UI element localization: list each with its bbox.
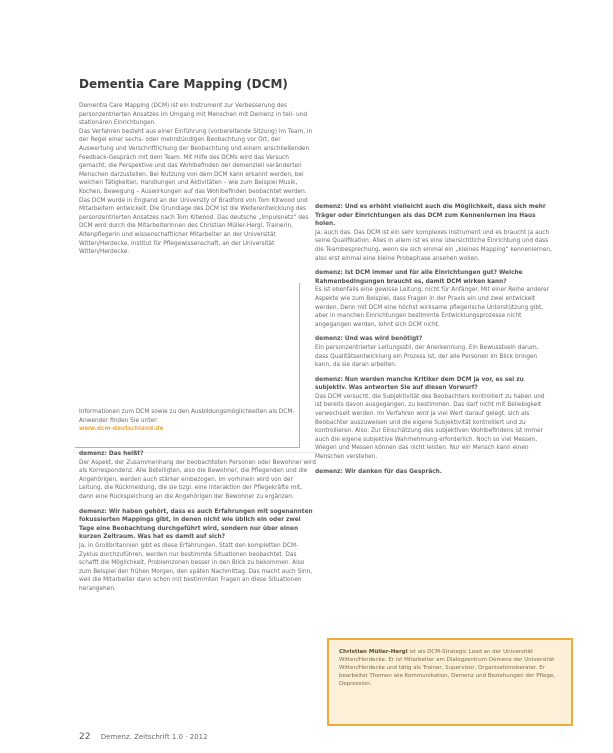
interview-question: demenz: Und was wird benötigt? bbox=[315, 336, 423, 343]
interview-answer: Ein personzentrierter Leitungsstil, der Anerkennung. Ein Bewusstsein darum, dass Qualitätsentwicklung ein Prozess ist, der alle Personen im Blick bringen kann, da sie daran arbeiten. bbox=[315, 344, 539, 369]
interview-question: demenz: Und es erhöht vielleicht auch die Möglichkeit, dass sich mehr Träger oder Einrichtungen als das DCM zum Kennenlernen ins Haus holen. bbox=[315, 204, 546, 228]
interview-answer: Es ist ebenfalls eine gewisse Leitung, nicht für Anfänger. Mit einer Reihe anderer Aspekte wie zum Beispiel, dass Fragen in der Praxis ein und zwei entwickelt werden. Denn mit DCM eine höchst wirksame pflegerische Unterstützung gibt, aber in manchen Einrichtungen bestimmte Entwicklungsprozesse nicht angegangen werden, lohnt sich DCM nicht. bbox=[315, 287, 550, 328]
interview-question: demenz: Nun werden manche Kritiker dem DCM ja vor, es sei zu subjektiv. Was antworten Sie auf diesen Vorwurf? bbox=[315, 376, 524, 392]
article-title: Dementia Care Mapping (DCM) bbox=[79, 77, 288, 91]
author-box bbox=[327, 638, 573, 726]
author-name: Christian Müller-Hergl bbox=[339, 649, 408, 655]
page-number: 22 bbox=[79, 732, 91, 742]
interview-answer: Der Aspekt, der Zusammenhang der beobachteten Personen oder Bewohner wird als Korrespondenz. Alle Beteiligten, also die Bewohner, die Pflegenden und die Angehörigen, werden auch stärker einbezogen. Im vorhinein wird von der Leitung, die Rückmeldung, die sie bzgl. eine Interaktion der Pflegekräfte mit, dann eine Rückspeichung an die Angehörigen der Bewohner zu ergänzen. bbox=[79, 459, 316, 500]
interview-closing: demenz: Wir danken für das Gespräch. bbox=[315, 468, 442, 475]
page-footer bbox=[79, 732, 208, 742]
interview-answer: Das DCM versucht, die Subjektivität des Beobachters kontrolliert zu haben und ist bereits davon ausgegangen, zu bestimmen. Das darf nicht mit Beliebigkeit verwechselt werden. Im Verfahren wird ja viel Wert darauf gelegt, sich als Beobachter auszuweisen und die eigene Subjektivität kontrolliert und zu kontrollieren. Also: Zur Einschätzung des subjektiven Wohlbefindens ist immer auch die eigene subjektive Wahrnehmung erforderlich. Noch so viel Messen, Wiegen und Messen können das nicht leisten. Nur ein Mensch kann einen Menschen verstehen. bbox=[315, 393, 545, 461]
info-box bbox=[79, 408, 297, 434]
footer-source: Demenz. Zeitschrift 1.0 · 2012 bbox=[100, 733, 208, 741]
intro-paragraph: Das DCM wurde in England an der University of Bradford von Tom Kitwood und Mitarbeitern entwickelt. Die Grundlage des DCM ist die Weiterentwicklung des personzentrierten Ansatzes nach Tom Kitwood. Das deutsche „Impulsnetz“ des DCM wird durch die Mitarbeiterinnen des Christian Müller-Hergl, Trainerin, Altenpflegerin und wissenschaftlicher Mitarbeiter an der Universität Witten/Herdecke, Institut für Pflegewissenschaft, an der Universität Witten/Herdecke. bbox=[79, 197, 309, 256]
interview-question: demenz: Ist DCM immer und für alle Einrichtungen gut? Welche Rahmenbedingungen braucht es, damit DCM wirken kann? bbox=[315, 270, 523, 285]
intro-column bbox=[79, 102, 317, 257]
intro-paragraph: Das Verfahren besteht aus einer Einführung (vorbereitende Sitzung) im Team, in der Regel einer sechs- oder mehrstündigen Beobachtung vor Ort, der Auswertung und Verschriftlichung der Beobachtung und einem anschließenden Feedback-Gespräch mit dem Team. Mit Hilfe des DCMs wird das Versuch gemacht, die Perspektive und das Wohlbefinden der demenziell veränderten Menschen darzustellen. Bei Nutzung von dem DCM kann erkannt werden, bei welchen Tätigkeiten, Handlungen und Aktivitäten – wie zum Beispiel Musik, Kochen, Bewegung – Auswirkungen auf das Wohlbefinden beobachtet werden. bbox=[79, 128, 313, 195]
info-text: Informationen zum DCM sowie zu den Ausbildungsmöglichkeiten als DCM-Anwender finden Sie unter: bbox=[79, 409, 295, 424]
interview-column-right bbox=[315, 203, 553, 476]
interview-answer: Ja, in Großbritannien gibt es diese Erfahrungen. Statt den kompletten DCM-Zyklus durchzuführen, werden nur bestimmte Situationen beobachtet. Das schafft die Möglichkeit, Problemzonen besser in den Blick zu bekommen. Also zum Beispiel den frühen Morgen, den späten Nachmittag. Das macht auch Sinn, weil die Mitarbeiter dann schon mit bestimmten Fragen an diese Situationen herangehen. bbox=[79, 542, 313, 592]
dcm-website-link[interactable]: www.dcm-deutschland.de bbox=[79, 426, 164, 433]
interview-column-left bbox=[79, 450, 317, 594]
interview-question: demenz: Das heißt? bbox=[79, 451, 144, 457]
interview-answer: Ja, auch das. Das DCM ist ein sehr komplexes Instrument und es braucht ja auch seine Qualifikation. Alles in allem ist es eine übersichtliche Einrichtung und dass die Teambesprechung, wenn sie sich einmal ein „kleines Mapping“ kennenlernen, also erst einmal eine kleine Probephase ansehen wollen. bbox=[315, 229, 552, 262]
author-bio: ist als DCM-Strategic Lead an der Universität Witten/Herdecke. Er ist Mitarbeiter am Dialogzentrum Demenz der Universität Witten/Herdecke und tätig als Trainer, Supervisor, Organisationsberater. Er bearbeitet Themen wie Kommunikation, Demenz und Beziehungen der Pflege, Depression. bbox=[339, 649, 556, 687]
interview-question: demenz: Wir haben gehört, dass es auch Erfahrungen mit sogenannten fokussierten Mappings gibt, in denen nicht wie üblich ein oder zwei Tage eine Beobachtung durchgeführt wird, sondern nur über einen kurzen Zeitraum. Was hat es damit auf sich? bbox=[79, 508, 313, 541]
intro-paragraph: Dementia Care Mapping (DCM) ist ein Instrument zur Verbesserung des personzentrierten Ansatzes im Umgang mit Menschen mit Demenz in teil- und stationären Einrichtungen. bbox=[79, 103, 308, 127]
